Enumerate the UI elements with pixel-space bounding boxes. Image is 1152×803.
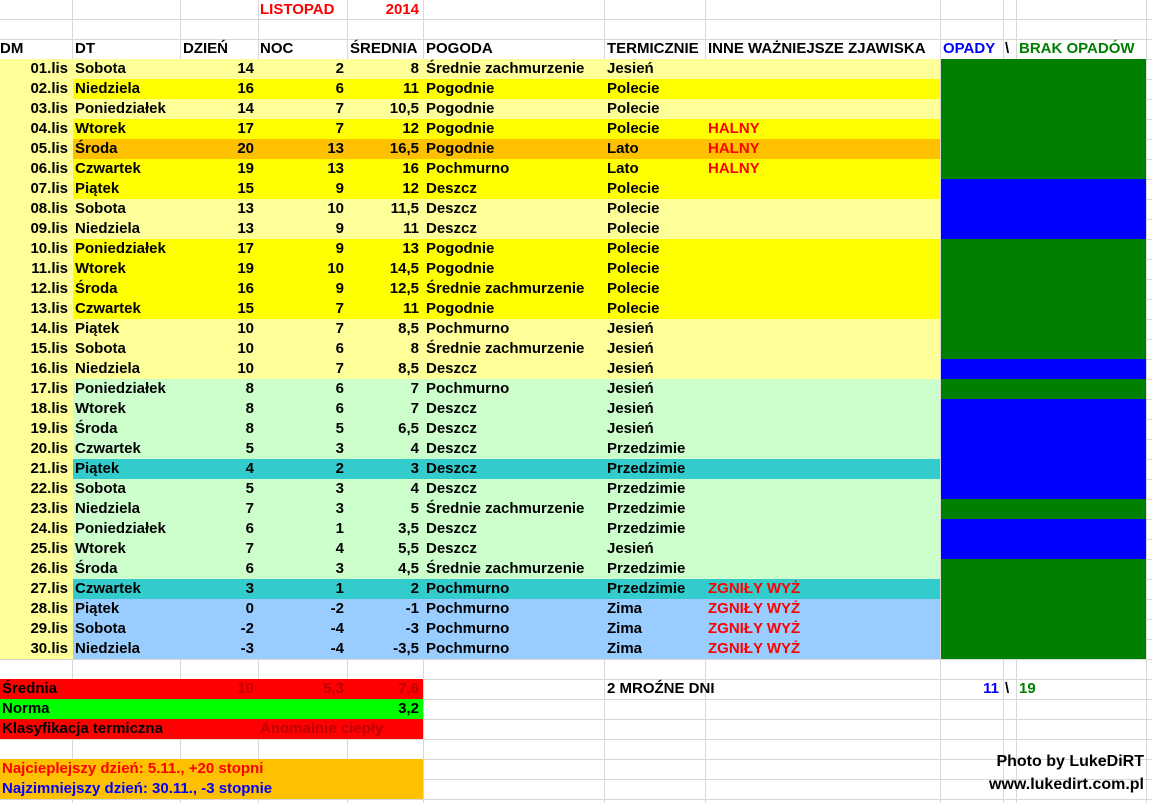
average-night: 5,3 — [323, 680, 344, 697]
no-rain-day-cell — [941, 119, 1146, 139]
cell-night: 3 — [335, 440, 344, 457]
cell-dm: 03.lis — [30, 100, 68, 117]
cell-weather: Pochmurno — [426, 320, 510, 337]
cell-avg: 2 — [410, 580, 419, 597]
class-label: Klasyfikacja termiczna — [2, 720, 163, 737]
cell-weather: Pochmurno — [426, 580, 510, 597]
grid-hline — [0, 659, 1152, 660]
cell-dt: Piątek — [75, 600, 120, 617]
cell-dm: 14.lis — [30, 320, 68, 337]
no-rain-day-cell — [941, 379, 1146, 399]
rain-day-cell — [941, 439, 1146, 459]
cell-dt: Piątek — [75, 180, 120, 197]
cell-thermal: Przedzimie — [607, 460, 686, 477]
no-rain-day-cell — [941, 319, 1146, 339]
cell-thermal: Lato — [607, 160, 639, 177]
col-header-rain: OPADY — [943, 40, 996, 57]
cell-thermal: Zima — [607, 620, 643, 637]
cell-night: 6 — [335, 380, 344, 397]
coldest-day: Najzimniejszy dzień: 30.11., -3 stopnie — [2, 780, 273, 797]
cell-dm: 18.lis — [30, 400, 68, 417]
no-rain-day-cell — [941, 559, 1146, 579]
cell-night: 1 — [335, 580, 344, 597]
cell-avg: 3 — [410, 460, 419, 477]
cell-thermal: Polecie — [607, 80, 660, 97]
cell-thermal: Przedzimie — [607, 560, 686, 577]
cell-day: 19 — [237, 160, 254, 177]
cell-thermal: Jesień — [607, 320, 654, 337]
cell-dm: 15.lis — [30, 340, 68, 357]
cell-dm: 28.lis — [30, 600, 68, 617]
cell-night: 7 — [335, 360, 344, 377]
no-rain-day-cell — [941, 139, 1146, 159]
cell-thermal: Jesień — [607, 360, 654, 377]
month-label: LISTOPAD — [260, 1, 335, 18]
cell-dm: 07.lis — [30, 180, 68, 197]
cell-thermal: Jesień — [607, 380, 654, 397]
cell-event: HALNY — [708, 140, 760, 157]
grid-hline — [0, 799, 1152, 800]
cell-dm: 26.lis — [30, 560, 68, 577]
cell-avg: -3 — [405, 620, 419, 637]
cell-night: 13 — [327, 140, 344, 157]
rain-day-cell — [941, 479, 1146, 499]
class-value: Anomalnie ciepły — [260, 720, 384, 737]
cell-dm: 02.lis — [30, 80, 68, 97]
cell-thermal: Zima — [607, 640, 643, 657]
rain-day-cell — [941, 359, 1146, 379]
cell-thermal: Przedzimie — [607, 520, 686, 537]
cell-avg: 11 — [403, 300, 419, 317]
cell-day: -3 — [240, 640, 254, 657]
cell-night: 5 — [335, 420, 344, 437]
cell-thermal: Polecie — [607, 280, 660, 297]
cell-weather: Deszcz — [426, 200, 477, 217]
cell-dt: Środa — [75, 420, 118, 437]
cell-dm: 21.lis — [30, 460, 68, 477]
cell-dm: 10.lis — [30, 240, 68, 257]
cell-weather: Średnie zachmurzenie — [426, 340, 585, 357]
count-separator: \ — [1005, 680, 1010, 697]
cell-day: 6 — [245, 560, 254, 577]
cell-night: 3 — [335, 500, 344, 517]
cell-dt: Niedziela — [75, 80, 141, 97]
cell-weather: Pochmurno — [426, 640, 510, 657]
cell-night: 7 — [335, 120, 344, 137]
rain-day-cell — [941, 399, 1146, 419]
no-rain-day-cell — [941, 599, 1146, 619]
cell-avg: 4 — [410, 440, 419, 457]
cell-day: 14 — [237, 100, 254, 117]
cell-weather: Deszcz — [426, 440, 477, 457]
cell-weather: Pochmurno — [426, 380, 510, 397]
cell-day: 7 — [245, 500, 254, 517]
cell-dm: 05.lis — [30, 140, 68, 157]
rain-day-cell — [941, 419, 1146, 439]
cell-night: 6 — [335, 400, 344, 417]
cell-day: 10 — [237, 320, 254, 337]
cell-weather: Pogodnie — [426, 100, 495, 117]
cell-night: 3 — [335, 480, 344, 497]
cell-thermal: Przedzimie — [607, 440, 686, 457]
cell-dm: 04.lis — [30, 120, 68, 137]
grid-hline — [0, 19, 1152, 20]
cell-dt: Sobota — [75, 60, 126, 77]
cell-night: 10 — [327, 200, 344, 217]
cell-avg: 3,5 — [398, 520, 419, 537]
cell-avg: 8 — [410, 60, 419, 77]
cell-night: 3 — [335, 560, 344, 577]
cell-dm: 20.lis — [30, 440, 68, 457]
cell-dt: Sobota — [75, 480, 126, 497]
cell-event: ZGNIŁY WYŻ — [708, 600, 801, 617]
no-rain-day-cell — [941, 59, 1146, 79]
cell-thermal: Polecie — [607, 300, 660, 317]
grid-vline — [1146, 0, 1147, 803]
no-rain-day-cell — [941, 579, 1146, 599]
no-rain-day-cell — [941, 639, 1146, 659]
cell-weather: Deszcz — [426, 540, 477, 557]
rain-day-cell — [941, 219, 1146, 239]
cell-dm: 12.lis — [30, 280, 68, 297]
cell-thermal: Polecie — [607, 260, 660, 277]
cell-dm: 01.lis — [30, 60, 68, 77]
cell-avg: 8,5 — [398, 360, 419, 377]
cell-event: HALNY — [708, 160, 760, 177]
cell-dt: Sobota — [75, 620, 126, 637]
cell-day: 15 — [237, 300, 254, 317]
cell-thermal: Polecie — [607, 200, 660, 217]
cell-day: 5 — [245, 480, 254, 497]
col-header-dt: DT — [75, 40, 95, 57]
cell-dm: 16.lis — [30, 360, 68, 377]
grid-hline — [0, 739, 1152, 740]
cell-night: 7 — [335, 320, 344, 337]
cell-dt: Sobota — [75, 340, 126, 357]
cell-day: 17 — [237, 120, 254, 137]
cell-avg: 16 — [402, 160, 419, 177]
cell-avg: 4,5 — [398, 560, 419, 577]
cell-dt: Wtorek — [75, 120, 126, 137]
cell-dm: 30.lis — [30, 640, 68, 657]
no-rain-day-cell — [941, 499, 1146, 519]
cell-thermal: Polecie — [607, 120, 660, 137]
cell-dt: Czwartek — [75, 580, 141, 597]
cell-thermal: Jesień — [607, 400, 654, 417]
cell-dt: Sobota — [75, 200, 126, 217]
cell-weather: Pochmurno — [426, 600, 510, 617]
cell-avg: 11,5 — [390, 200, 419, 217]
rain-day-cell — [941, 179, 1146, 199]
cell-dm: 08.lis — [30, 200, 68, 217]
cell-day: 4 — [245, 460, 254, 477]
cell-weather: Deszcz — [426, 460, 477, 477]
cell-night: 4 — [335, 540, 344, 557]
cell-weather: Średnie zachmurzenie — [426, 500, 585, 517]
cell-dm: 22.lis — [30, 480, 68, 497]
no-rain-day-cell — [941, 239, 1146, 259]
cell-dt: Niedziela — [75, 220, 141, 237]
cell-night: 2 — [335, 460, 344, 477]
no-rain-day-cell — [941, 259, 1146, 279]
col-header-events: INNE WAŻNIEJSZE ZJAWISKA — [708, 40, 926, 57]
cell-thermal: Polecie — [607, 240, 660, 257]
cell-dm: 19.lis — [30, 420, 68, 437]
cell-avg: 12,5 — [389, 280, 419, 297]
cell-weather: Pogodnie — [426, 80, 495, 97]
cell-avg: 7 — [410, 400, 419, 417]
cell-avg: 14,5 — [389, 260, 419, 277]
cell-dm: 23.lis — [30, 500, 68, 517]
cell-event: HALNY — [708, 120, 760, 137]
cell-avg: 16,5 — [389, 140, 419, 157]
year-label: 2014 — [385, 1, 419, 18]
cell-day: 19 — [237, 260, 254, 277]
cell-night: 13 — [327, 160, 344, 177]
cell-day: 14 — [237, 60, 254, 77]
cell-avg: 10,5 — [389, 100, 419, 117]
rain-day-cell — [941, 459, 1146, 479]
cell-thermal: Polecie — [607, 100, 660, 117]
average-day: 10 — [237, 680, 254, 697]
col-header-sep: \ — [1005, 40, 1010, 57]
cell-day: 3 — [245, 580, 254, 597]
cell-dt: Wtorek — [75, 540, 126, 557]
cell-avg: 8 — [410, 340, 419, 357]
cell-thermal: Jesień — [607, 420, 654, 437]
cell-dt: Poniedziałek — [75, 240, 166, 257]
cell-thermal: Zima — [607, 600, 643, 617]
photo-credit: Photo by LukeDiRT — [996, 753, 1144, 770]
cell-weather: Deszcz — [426, 520, 477, 537]
cell-dt: Poniedziałek — [75, 100, 166, 117]
cell-avg: 13 — [402, 240, 419, 257]
no-rain-day-cell — [941, 79, 1146, 99]
norain-count: 19 — [1019, 680, 1036, 697]
cell-thermal: Jesień — [607, 540, 654, 557]
cell-avg: 6,5 — [398, 420, 419, 437]
cell-day: 7 — [245, 540, 254, 557]
cell-night: 7 — [335, 300, 344, 317]
no-rain-day-cell — [941, 339, 1146, 359]
cell-dt: Wtorek — [75, 260, 126, 277]
cell-day: 20 — [237, 140, 254, 157]
cell-weather: Deszcz — [426, 400, 477, 417]
cell-day: 13 — [237, 220, 254, 237]
cell-thermal: Jesień — [607, 340, 654, 357]
no-rain-day-cell — [941, 299, 1146, 319]
cell-day: 6 — [245, 520, 254, 537]
norm-value: 3,2 — [398, 700, 419, 717]
col-header-norain: BRAK OPADÓW — [1019, 40, 1135, 57]
no-rain-day-cell — [941, 279, 1146, 299]
average-avg: 7,6 — [398, 680, 419, 697]
cell-weather: Pochmurno — [426, 620, 510, 637]
no-rain-day-cell — [941, 619, 1146, 639]
cell-thermal: Lato — [607, 140, 639, 157]
cell-thermal: Polecie — [607, 180, 660, 197]
cell-dm: 25.lis — [30, 540, 68, 557]
rain-day-cell — [941, 519, 1146, 539]
cell-dt: Czwartek — [75, 440, 141, 457]
cell-weather: Średnie zachmurzenie — [426, 560, 585, 577]
cell-night: 9 — [335, 240, 344, 257]
cell-night: 6 — [335, 340, 344, 357]
cell-dt: Niedziela — [75, 360, 141, 377]
cell-day: 15 — [237, 180, 254, 197]
cell-day: 8 — [245, 400, 254, 417]
cell-weather: Deszcz — [426, 220, 477, 237]
cell-weather: Pochmurno — [426, 160, 510, 177]
col-header-weather: POGODA — [426, 40, 493, 57]
cell-day: 0 — [245, 600, 254, 617]
cell-thermal: Przedzimie — [607, 580, 686, 597]
col-header-day: DZIEŃ — [183, 40, 228, 57]
rain-day-cell — [941, 539, 1146, 559]
average-label: Średnia — [2, 680, 58, 697]
cell-day: 10 — [237, 340, 254, 357]
cell-dm: 17.lis — [30, 380, 68, 397]
cell-day: 16 — [237, 280, 254, 297]
cell-night: 1 — [335, 520, 344, 537]
cell-night: 9 — [335, 220, 344, 237]
cell-weather: Pogodnie — [426, 240, 495, 257]
cell-night: 9 — [335, 180, 344, 197]
site-credit: www.lukedirt.com.pl — [989, 776, 1144, 793]
cell-avg: 5 — [410, 500, 419, 517]
cell-dt: Poniedziałek — [75, 520, 166, 537]
cell-avg: 11 — [403, 80, 419, 97]
cell-night: -4 — [330, 620, 344, 637]
cell-weather: Pogodnie — [426, 300, 495, 317]
cell-dm: 24.lis — [30, 520, 68, 537]
cell-day: 8 — [245, 380, 254, 397]
cell-avg: 8,5 — [398, 320, 419, 337]
cell-dt: Środa — [75, 280, 118, 297]
cell-dm: 27.lis — [30, 580, 68, 597]
cell-day: 5 — [245, 440, 254, 457]
cell-avg: 12 — [402, 120, 419, 137]
cell-avg: 5,5 — [398, 540, 419, 557]
cell-event: ZGNIŁY WYŻ — [708, 640, 801, 657]
cell-dt: Wtorek — [75, 400, 126, 417]
frost-days: 2 MROŹNE DNI — [607, 680, 715, 697]
cell-dt: Czwartek — [75, 300, 141, 317]
cell-day: 10 — [237, 360, 254, 377]
cell-day: 13 — [237, 200, 254, 217]
cell-weather: Pogodnie — [426, 120, 495, 137]
cell-thermal: Jesień — [607, 60, 654, 77]
cell-night: -4 — [330, 640, 344, 657]
cell-dm: 06.lis — [30, 160, 68, 177]
cell-day: 8 — [245, 420, 254, 437]
cell-night: 10 — [327, 260, 344, 277]
cell-dt: Środa — [75, 140, 118, 157]
cell-thermal: Przedzimie — [607, 480, 686, 497]
cell-avg: -1 — [405, 600, 419, 617]
cell-weather: Deszcz — [426, 480, 477, 497]
cell-dt: Piątek — [75, 320, 120, 337]
cell-day: -2 — [240, 620, 254, 637]
cell-dt: Piątek — [75, 460, 120, 477]
cell-night: 9 — [335, 280, 344, 297]
norm-label: Norma — [2, 700, 50, 717]
cell-weather: Średnie zachmurzenie — [426, 280, 585, 297]
cell-weather: Średnie zachmurzenie — [426, 60, 585, 77]
no-rain-day-cell — [941, 99, 1146, 119]
cell-day: 16 — [237, 80, 254, 97]
cell-night: 7 — [335, 100, 344, 117]
cell-dm: 29.lis — [30, 620, 68, 637]
cell-avg: 7 — [410, 380, 419, 397]
cell-night: 6 — [335, 80, 344, 97]
cell-day: 17 — [237, 240, 254, 257]
cell-weather: Deszcz — [426, 360, 477, 377]
cell-avg: -3,5 — [393, 640, 419, 657]
cell-event: ZGNIŁY WYŻ — [708, 620, 801, 637]
cell-night: -2 — [330, 600, 344, 617]
cell-dm: 11.lis — [31, 260, 68, 277]
cell-thermal: Przedzimie — [607, 500, 686, 517]
rain-day-cell — [941, 199, 1146, 219]
cell-night: 2 — [335, 60, 344, 77]
hottest-day: Najcieplejszy dzień: 5.11., +20 stopni — [2, 760, 264, 777]
cell-avg: 12 — [402, 180, 419, 197]
cell-avg: 4 — [410, 480, 419, 497]
cell-thermal: Polecie — [607, 220, 660, 237]
rain-count: 11 — [983, 680, 999, 697]
cell-weather: Pogodnie — [426, 260, 495, 277]
cell-dt: Niedziela — [75, 640, 141, 657]
col-header-avg: ŚREDNIA — [350, 40, 418, 57]
cell-avg: 11 — [403, 220, 419, 237]
cell-event: ZGNIŁY WYŻ — [708, 580, 801, 597]
col-header-dm: DM — [0, 40, 24, 57]
col-header-night: NOC — [260, 40, 294, 57]
cell-dm: 09.lis — [30, 220, 68, 237]
cell-dt: Środa — [75, 560, 118, 577]
cell-dt: Niedziela — [75, 500, 141, 517]
cell-dt: Poniedziałek — [75, 380, 166, 397]
cell-weather: Deszcz — [426, 420, 477, 437]
cell-weather: Deszcz — [426, 180, 477, 197]
no-rain-day-cell — [941, 159, 1146, 179]
col-header-thermal: TERMICZNIE — [607, 40, 699, 57]
cell-weather: Pogodnie — [426, 140, 495, 157]
cell-dm: 13.lis — [30, 300, 68, 317]
cell-dt: Czwartek — [75, 160, 141, 177]
